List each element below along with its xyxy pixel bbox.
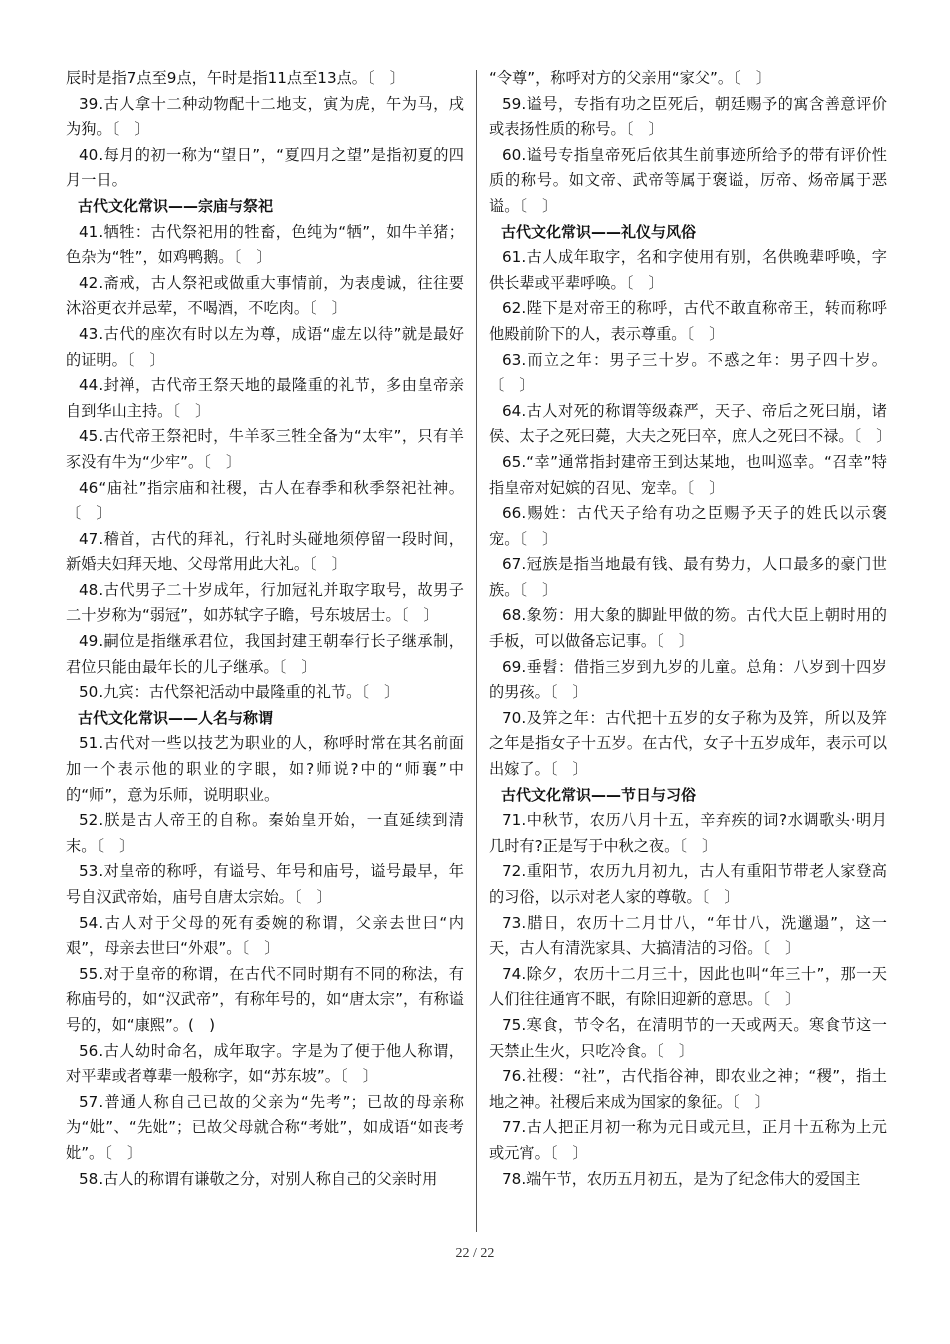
- section-heading: 古代文化常识——人名与称谓: [78, 708, 274, 727]
- right-column: [489, 66, 892, 1192]
- question-item: 77.古人把正月初一称为元日或元旦，正月十五称为上元或元宵。〔 〕: [489, 1118, 887, 1162]
- question-item: 60.谥号专指皇帝死后依其生前事迹所给予的带有评价性质的称号。如文帝、武帝等属于褒谥，厉帝、炀帝属于恶谥。〔 〕: [489, 145, 887, 215]
- question-item: 44.封禅，古代帝王祭天地的最隆重的礼节，多由皇帝亲自到华山主持。〔 〕: [66, 376, 464, 420]
- question-item: 52.朕是古人帝王的自称。秦始皇开始，一直延续到清末。〔 〕: [66, 811, 464, 855]
- question-item: 72.重阳节，农历九月初九，古人有重阳节带老人家登高的习俗，以示对老人家的尊敬。〔 〕: [489, 862, 887, 906]
- question-item: 48.古代男子二十岁成年，行加冠礼并取字取号，故男子二十岁称为“弱冠”，如苏轼字子瞻，号东坡居士。〔 〕: [66, 580, 464, 625]
- question-continuation: 辰时是指7点至9点，午时是指11点至13点。〔 〕: [66, 69, 405, 87]
- question-item: 54.古人对于父母的死有委婉的称谓，父亲去世曰“内艰”，母亲去世曰“外艰”。〔 〕: [66, 913, 464, 958]
- left-column: [66, 66, 464, 1192]
- question-item: 71.中秋节，农历八月十五，辛弃疾的词?水调歌头·明月几时有?正是写于中秋之夜。〔 〕: [489, 811, 887, 855]
- question-item: 57.普通人称自己已故的父亲为“先考”；已故的母亲称为“妣”、“先妣”；已故父母就合称“考妣”，如成语“如丧考妣”。〔 〕: [66, 1092, 464, 1162]
- question-item: 47.稽首，古代的拜礼，行礼时头碰地须停留一段时间，新婚夫妇拜天地、父母常用此大礼。〔 〕: [66, 529, 464, 574]
- question-item: 64.古人对死的称谓等级森严，天子、帝后之死曰崩，诸侯、太子之死曰薨，大夫之死曰卒，庶人之死曰不禄。〔 〕: [489, 401, 892, 446]
- question-item: 56.古人幼时命名，成年取字。字是为了便于他人称谓，对平辈或者尊辈一般称字，如“苏东坡”。〔 〕: [66, 1041, 464, 1086]
- question-item: 59.谥号，专指有功之臣死后，朝廷赐予的寓含善意评价或表扬性质的称号。〔 〕: [489, 94, 887, 139]
- question-item: 78.端午节，农历五月初五，是为了纪念伟大的爱国主: [502, 1169, 861, 1188]
- question-item: 66.赐姓：古代天子给有功之臣赐予天子的姓氏以示褒宠。〔 〕: [489, 504, 887, 548]
- question-item: 49.嗣位是指继承君位，我国封建王朝奉行长子继承制，君位只能由最年长的儿子继承。〔 〕: [66, 632, 464, 676]
- question-item: 58.古人的称谓有谦敬之分，对别人称自己的父亲时用: [79, 1169, 438, 1188]
- question-item: 65.“幸”通常指封建帝王到达某地，也叫巡幸。“召幸”特指皇帝对妃嫔的召见、宠幸。〔 〕: [489, 452, 887, 497]
- question-item: 76.社稷：“社”，古代指谷神，即农业之神；“稷”，指土地之神。社稷后来成为国家的象征。〔 〕: [489, 1067, 887, 1111]
- question-item: 46“庙社”指宗庙和社稷，古人在春季和秋季祭祀社神。〔 〕: [66, 478, 464, 523]
- column-divider: [476, 70, 477, 1232]
- page-number: 22 / 22: [455, 1246, 495, 1261]
- question-item: 42.斋戒，古人祭祀或做重大事情前，为表虔诚，往往要沐浴更衣并忌荤，不喝酒，不吃肉。〔 〕: [66, 273, 464, 318]
- question-continuation: “令尊”，称呼对方的父亲用“家父”。〔 〕: [489, 69, 772, 87]
- section-heading: 古代文化常识——宗庙与祭祀: [78, 196, 274, 215]
- question-item: 75.寒食，节令名，在清明节的一天或两天。寒食节这一天禁止生火，只吃冷食。〔 〕: [489, 1015, 887, 1060]
- question-item: 67.冠族是指当地最有钱、最有势力，人口最多的豪门世族。〔 〕: [489, 555, 887, 599]
- question-item: 39.古人拿十二种动物配十二地支，寅为虎，午为马，戌为狗。〔 〕: [66, 94, 464, 139]
- question-item: 61.古人成年取字，名和字使用有别，名供晚辈呼唤，字供长辈或平辈呼唤。〔 〕: [489, 248, 887, 292]
- section-heading: 古代文化常识——礼仪与风俗: [501, 222, 697, 241]
- question-item: 62.陛下是对帝王的称呼，古代不敢直称帝王，转而称呼他殿前阶下的人，表示尊重。〔 〕: [489, 299, 887, 343]
- question-item: 55.对于皇帝的称谓，在古代不同时期有不同的称法，有称庙号的，如“汉武帝”，有称年号的，如“唐太宗”，有称谥号的，如“康熙”。( ): [66, 964, 464, 1034]
- question-item: 53.对皇帝的称呼，有谥号、年号和庙号，谥号最早，年号自汉武帝始，庙号自唐太宗始。〔 〕: [66, 862, 464, 906]
- question-item: 51.古代对一些以技艺为职业的人，称呼时常在其名前面加一个表示他的职业的字眼，如?师说?中的“师襄”中的“师”，意为乐师，说明职业。: [66, 734, 464, 804]
- question-item: 45.古代帝王祭祀时，牛羊豕三牲全备为“太牢”，只有羊豕没有牛为“少牢”。〔 〕: [66, 427, 464, 471]
- question-item: 68.象笏：用大象的脚趾甲做的笏。古代大臣上朝时用的手板，可以做备忘记事。〔 〕: [489, 606, 887, 651]
- question-item: 73.腊日，农历十二月廿八，“年廿八，洗邋遢”，这一天，古人有清洗家具、大搞清洁的习俗。〔 〕: [489, 913, 887, 958]
- question-item: 74.除夕，农历十二月三十，因此也叫“年三十”，那一天人们往往通宵不眠，有除旧迎新的意思。〔 〕: [489, 964, 887, 1009]
- question-item: 40.每月的初一称为“望日”，“夏四月之望”是指初夏的四月一日。: [66, 145, 464, 190]
- question-item: 63.而立之年：男子三十岁。不惑之年：男子四十岁。〔 〕: [489, 350, 887, 395]
- question-item: 50.九宾：古代祭祀活动中最隆重的礼节。〔 〕: [79, 683, 400, 702]
- section-heading: 古代文化常识——节日与习俗: [501, 785, 697, 804]
- question-item: 69.垂髫：借指三岁到九岁的儿童。总角：八岁到十四岁的男孩。〔 〕: [489, 657, 887, 702]
- question-item: 70.及笄之年：古代把十五岁的女子称为及笄，所以及笄之年是指女子十五岁。在古代，女子十五岁成年，表示可以出嫁了。〔 〕: [489, 708, 887, 779]
- question-item: 43.古代的座次有时以左为尊，成语“虚左以待”就是最好的证明。〔 〕: [66, 324, 464, 369]
- question-item: 41.牺牲：古代祭祀用的牲畜，色纯为“牺”，如牛羊猪；色杂为“牲”，如鸡鸭鹅。〔 〕: [66, 222, 464, 267]
